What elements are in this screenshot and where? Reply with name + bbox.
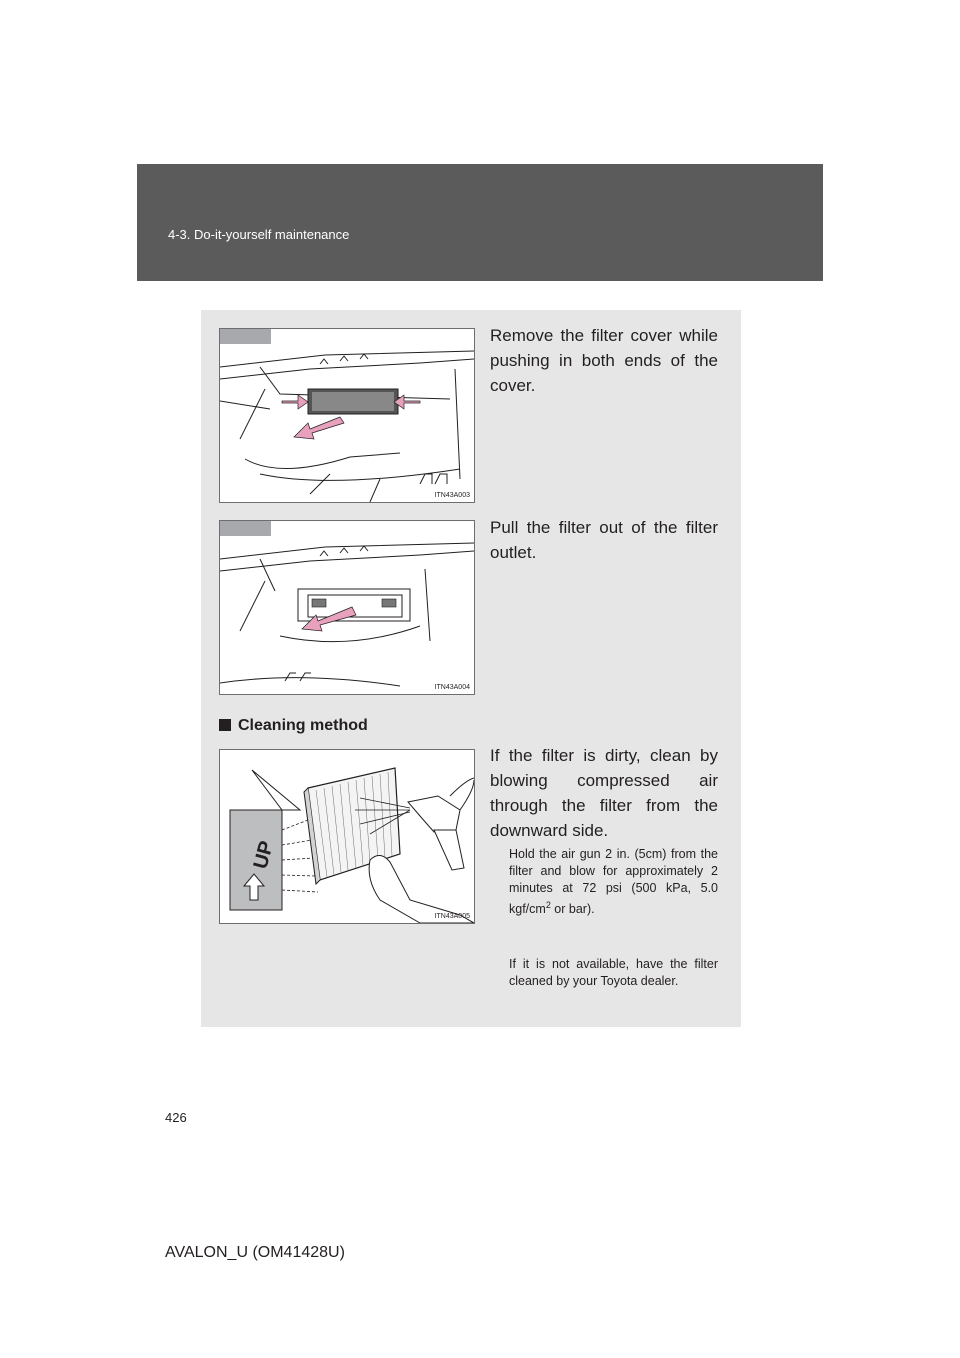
section-title: 4-3. Do-it-yourself maintenance: [168, 227, 350, 242]
pull-arrow-icon: [294, 417, 344, 439]
figure-code: ITN43A005: [434, 913, 470, 920]
up-label-badge: [230, 770, 300, 910]
figure-cleaning: [219, 749, 475, 924]
page-number: 426: [165, 1110, 187, 1125]
remove-cover-illustration: [220, 329, 474, 502]
up-label: UP: [249, 838, 279, 872]
cleaning-illustration: [220, 750, 474, 923]
cleaning-note-2: If it is not available, have the filter cleaned by your Toyota dealer.: [509, 957, 718, 988]
figure-code: ITN43A003: [434, 492, 470, 499]
figure-code: ITN43A004: [434, 684, 470, 691]
air-gun-hand: [408, 778, 474, 870]
filter-cover-shape: [308, 389, 398, 414]
square-bullet-icon: [219, 719, 231, 731]
step-2-text: Pull the filter out of the filter outlet.: [490, 518, 718, 562]
pull-arrow-icon: [302, 607, 356, 631]
header-band: [137, 164, 823, 281]
figure-pull-filter: [219, 520, 475, 695]
figure-remove-cover: [219, 328, 475, 503]
cleaning-heading: Cleaning method: [219, 717, 368, 735]
cleaning-note-1: Hold the air gun 2 in. (5cm) from the filter and blow for approximately 2 minutes at 72 psi (500 kPa, 5.0 kgf/$cm^2$ or bar).: [509, 847, 718, 917]
cleaning-text: If the filter is dirty, clean by blowing compressed air through the filter from the downward side.: [490, 746, 718, 840]
push-arrow-left-icon: [282, 395, 308, 409]
step-1-text: Remove the filter cover while pushing in both ends of the cover.: [490, 326, 718, 395]
manual-id: AVALON_U (OM41428U): [165, 1244, 345, 1261]
pull-filter-illustration: [220, 521, 474, 694]
